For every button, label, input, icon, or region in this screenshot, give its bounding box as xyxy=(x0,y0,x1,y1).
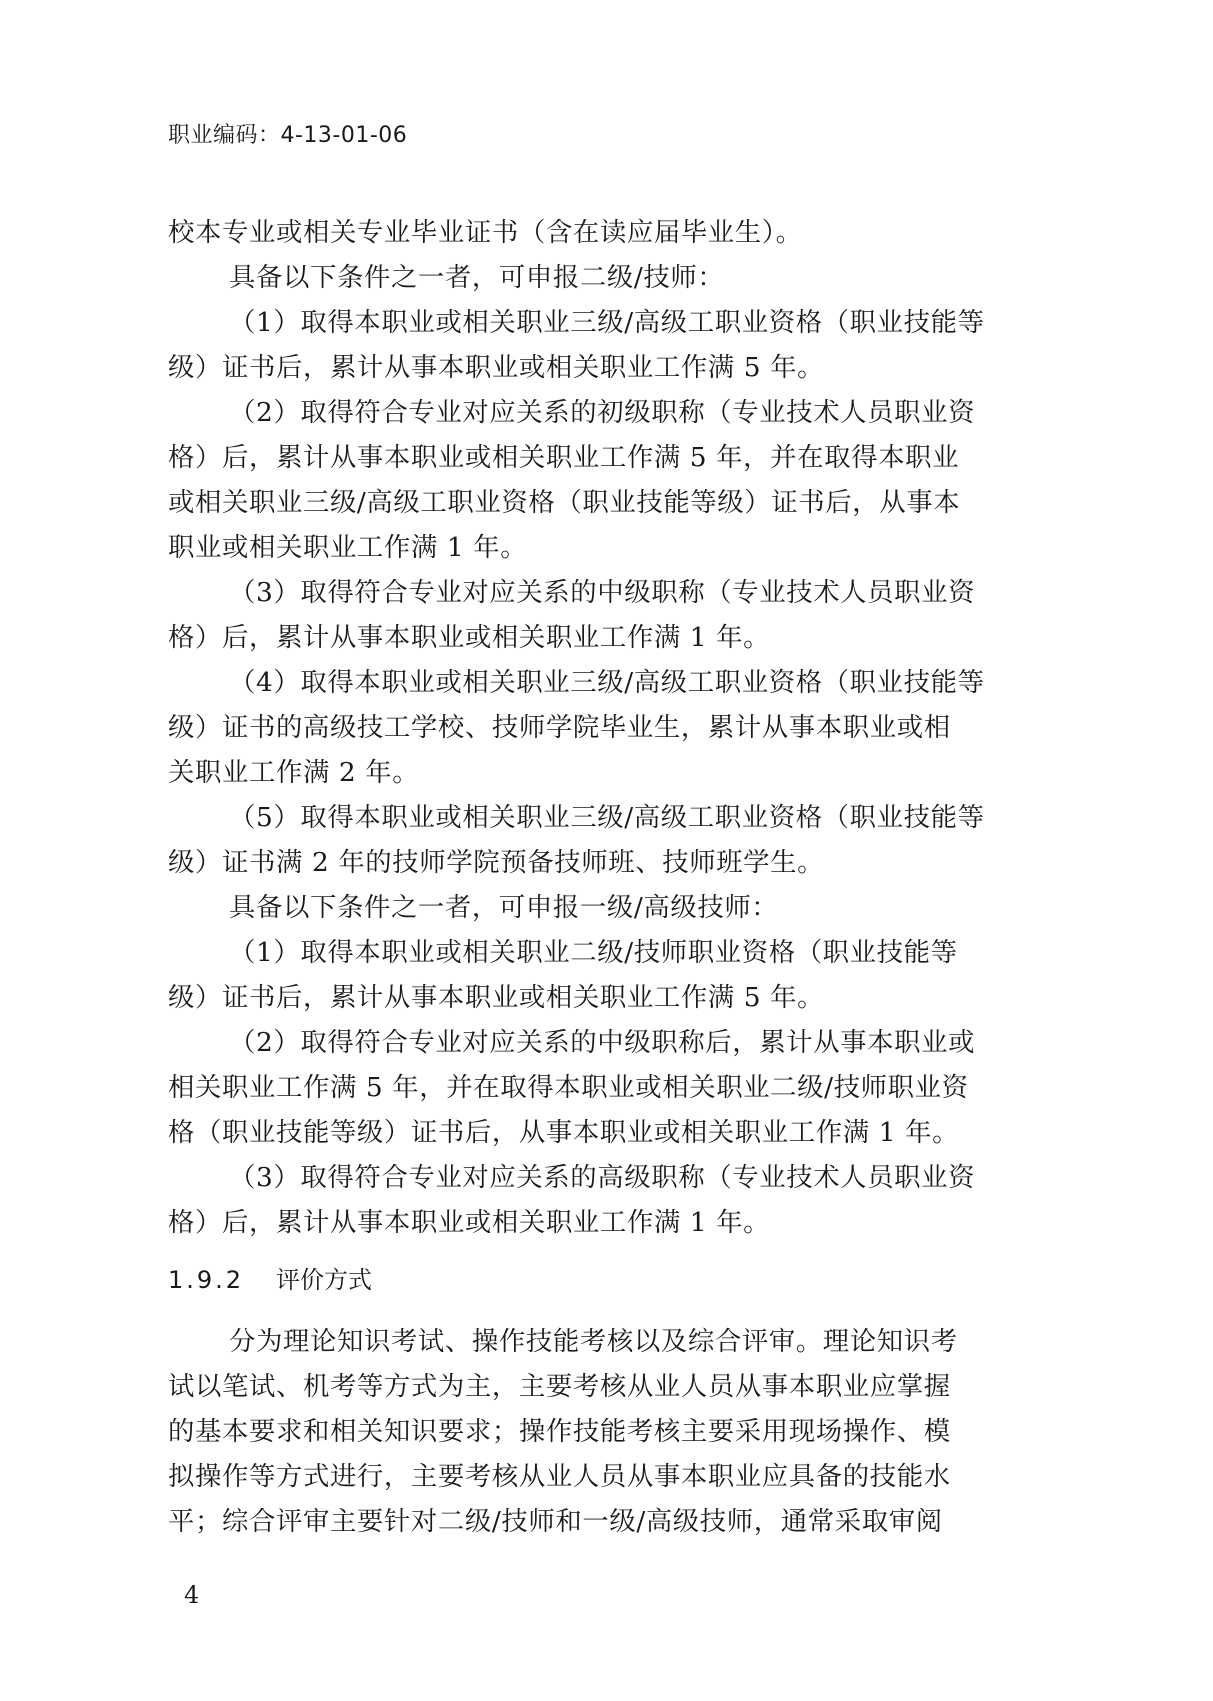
section-number: 1.9.2 xyxy=(168,1266,245,1294)
text-line: 试以笔试、机考等方式为主，主要考核从业人员从事本职业应掌握 xyxy=(168,1371,951,1402)
body-text xyxy=(168,210,1050,1544)
text-line: （3）取得符合专业对应关系的高级职称（专业技术人员职业资 xyxy=(229,1162,976,1193)
text-line: 或相关职业三级/高级工职业资格（职业技能等级）证书后，从事本 xyxy=(168,487,961,518)
text-line: 相关职业工作满 5 年，并在取得本职业或相关职业二级/技师职业资 xyxy=(168,1072,969,1103)
page-header: 职业编码：4-13-01-06 xyxy=(168,123,408,148)
text-line: （5）取得本职业或相关职业三级/高级工职业资格（职业技能等 xyxy=(229,802,985,833)
text-line: 职业或相关职业工作满 1 年。 xyxy=(168,532,528,563)
text-line: 级）证书后，累计从事本职业或相关职业工作满 5 年。 xyxy=(168,352,825,383)
page-number: 4 xyxy=(184,1581,200,1609)
text-line: （3）取得符合专业对应关系的中级职称（专业技术人员职业资 xyxy=(229,577,976,608)
text-line: （2）取得符合专业对应关系的初级职称（专业技术人员职业资 xyxy=(229,397,976,428)
text-line: 级）证书的高级技工学校、技师学院毕业生，累计从事本职业或相 xyxy=(168,712,951,743)
text-line: 格（职业技能等级）证书后，从事本职业或相关职业工作满 1 年。 xyxy=(168,1117,960,1148)
text-line: 分为理论知识考试、操作技能考核以及综合评审。理论知识考 xyxy=(229,1326,958,1357)
text-line: 级）证书后，累计从事本职业或相关职业工作满 5 年。 xyxy=(168,982,825,1013)
section-title: 评价方式 xyxy=(276,1266,372,1294)
text-line: （2）取得符合专业对应关系的中级职称后，累计从事本职业或 xyxy=(229,1027,976,1058)
text-line: 级）证书满 2 年的技师学院预备技师班、技师班学生。 xyxy=(168,847,825,878)
text-line: 拟操作等方式进行，主要考核从业人员从事本职业应具备的技能水 xyxy=(168,1461,951,1492)
text-line: 具备以下条件之一者，可申报二级/技师： xyxy=(229,262,725,293)
text-line: 具备以下条件之一者，可申报一级/高级技师： xyxy=(229,892,779,923)
text-line: （1）取得本职业或相关职业三级/高级工职业资格（职业技能等 xyxy=(229,307,985,338)
section-heading xyxy=(168,1249,1050,1311)
text-line: 格）后，累计从事本职业或相关职业工作满 1 年。 xyxy=(168,622,771,653)
text-line: 校本专业或相关专业毕业证书（含在读应届毕业生）。 xyxy=(168,217,803,248)
text-line: （1）取得本职业或相关职业二级/技师职业资格（职业技能等 xyxy=(229,937,958,968)
text-line: 平；综合评审主要针对二级/技师和一级/高级技师，通常采取审阅 xyxy=(168,1506,943,1537)
text-line: 的基本要求和相关知识要求；操作技能考核主要采用现场操作、模 xyxy=(168,1416,951,1447)
text-line: 格）后，累计从事本职业或相关职业工作满 1 年。 xyxy=(168,1207,771,1238)
text-line: （4）取得本职业或相关职业三级/高级工职业资格（职业技能等 xyxy=(229,667,985,698)
text-line: 关职业工作满 2 年。 xyxy=(168,757,420,788)
text-line: 格）后，累计从事本职业或相关职业工作满 5 年，并在取得本职业 xyxy=(168,442,960,473)
